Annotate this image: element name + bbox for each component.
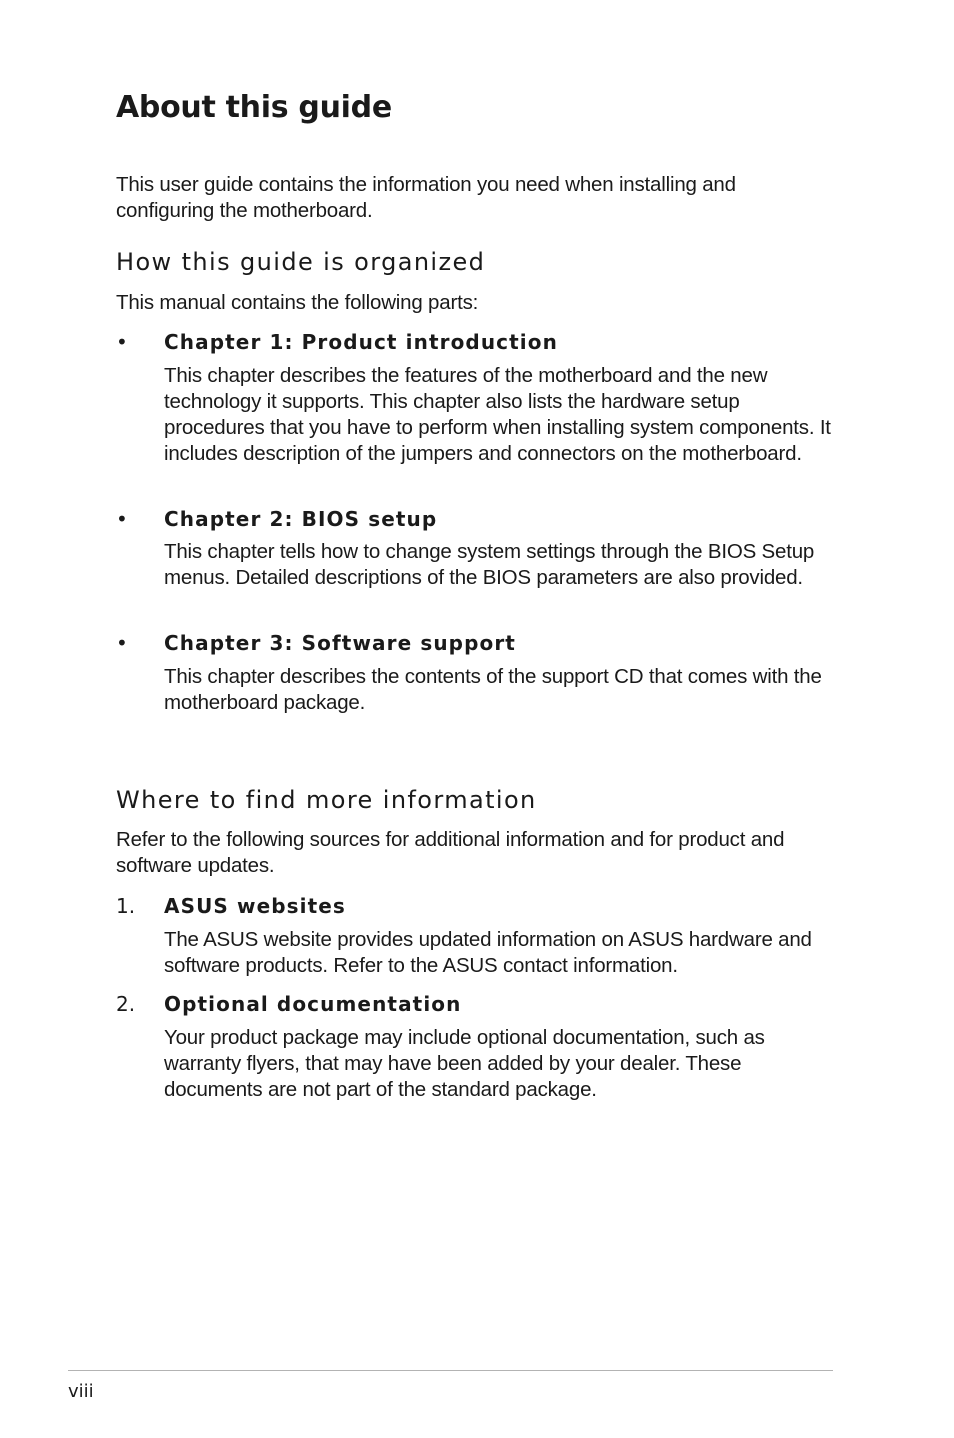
- chapter-1-title: Chapter 1: Product introduction: [164, 330, 558, 354]
- footer-divider: [68, 1370, 833, 1371]
- source-2-title: Optional documentation: [164, 992, 462, 1016]
- bullet-marker: •: [116, 330, 128, 354]
- bullet-marker: •: [116, 631, 128, 655]
- bullet-marker: •: [116, 507, 128, 531]
- chapter-2-description: This chapter tells how to change system settings through the BIOS Setup menus. Detailed descriptions of the BIOS parameters are also provided.: [164, 540, 815, 589]
- chapter-3-description: This chapter describes the contents of the support CD that comes with the motherboard package.: [164, 665, 822, 714]
- section-heading-more-info: Where to find more information: [116, 786, 537, 814]
- section-heading-organized: How this guide is organized: [116, 248, 486, 276]
- chapter-2-title: Chapter 2: BIOS setup: [164, 507, 438, 531]
- source-1-description: The ASUS website provides updated information on ASUS hardware and software products. Refer to the ASUS contact information.: [164, 928, 812, 977]
- organized-intro: This manual contains the following parts:: [116, 291, 479, 314]
- number-marker: 2.: [116, 992, 136, 1016]
- chapter-1-description: This chapter describes the features of the motherboard and the new technology it supports. This chapter also lists the hardware setup procedures that you have to perform when installing system components. It includes description of the jumpers and connectors on the motherboard.: [164, 364, 831, 465]
- page-title: About this guide: [116, 90, 392, 125]
- source-1-title: ASUS websites: [164, 894, 346, 918]
- intro-paragraph: This user guide contains the information you need when installing and configuring the motherboard.: [116, 173, 736, 222]
- page-number: viii: [68, 1381, 94, 1402]
- chapter-3-title: Chapter 3: Software support: [164, 631, 516, 655]
- source-2-description: Your product package may include optional documentation, such as warranty flyers, that may have been added by your dealer. These documents are not part of the standard package.: [164, 1026, 765, 1101]
- more-info-intro: Refer to the following sources for additional information and for product and software updates.: [116, 828, 785, 877]
- number-marker: 1.: [116, 894, 136, 918]
